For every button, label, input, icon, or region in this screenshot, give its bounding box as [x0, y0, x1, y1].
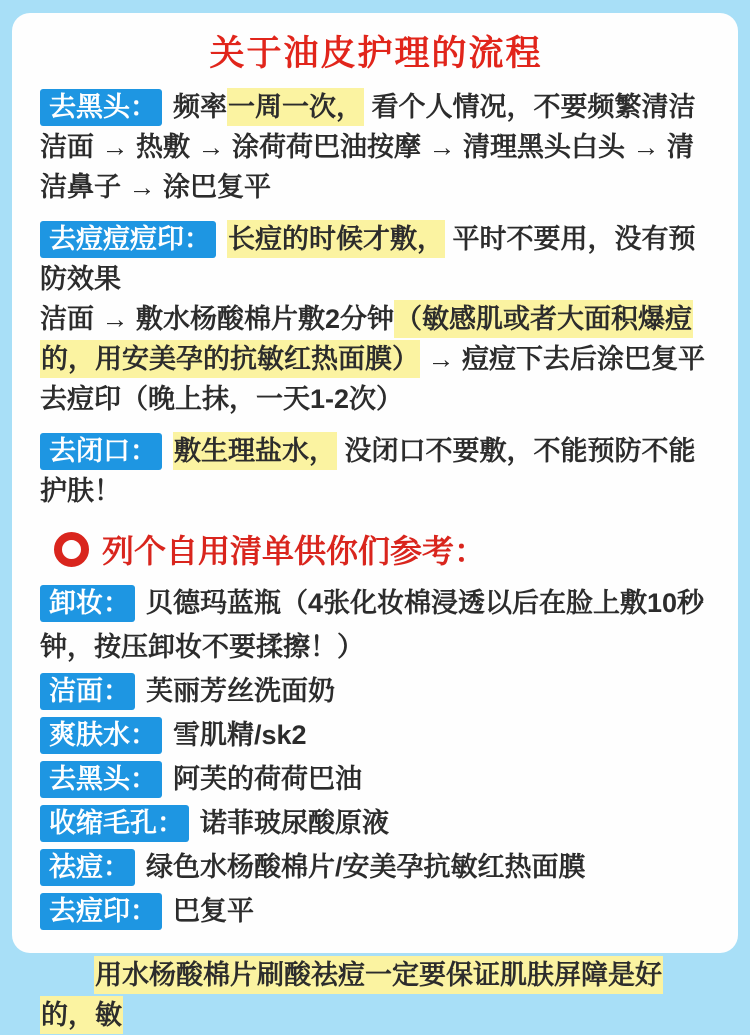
blackhead-lead-line [40, 87, 712, 127]
blackhead-label-badge: 去黑头： [40, 89, 162, 126]
acne-flow-post: → 痘痘下去后涂巴复平去痘印（晚上抹，一天1-2次） [40, 344, 706, 414]
section-closed-comedones [40, 431, 712, 511]
blackhead-text-pre: 频率 [173, 92, 227, 122]
product-list-heading-text: 列个自用清单供你们参考： [102, 533, 487, 569]
closed-comedones-highlight: 敷生理盐水， [173, 432, 337, 470]
item-value: 阿芙的荷荷巴油 [173, 764, 362, 794]
footer-warning-highlight: 用水杨酸棉片刷酸祛痘一定要保证肌肤屏障是好的，敏 [40, 956, 663, 1034]
item-value: 雪肌精/sk2 [173, 720, 307, 750]
list-item [40, 757, 712, 801]
item-value: 诺菲玻尿酸原液 [200, 808, 389, 838]
blackhead-flow-steps: 洁面 → 热敷 → 涂荷荷巴油按摩 → 清理黑头白头 → 清洁鼻子 → 涂巴复平 [40, 132, 695, 202]
item-label-badge: 爽肤水： [40, 717, 162, 754]
red-ring-icon [54, 532, 89, 567]
acne-flow-highlight: （敏感肌或者大面积爆痘的，用安美孕的抗敏红热面膜） [40, 300, 693, 378]
list-item [40, 713, 712, 757]
content-card [12, 13, 738, 1030]
product-list [40, 581, 712, 933]
item-value: 绿色水杨酸棉片/安美孕抗敏红热面膜 [146, 852, 586, 882]
closed-comedones-label-badge: 去闭口： [40, 433, 162, 470]
footer-warning-note [40, 955, 712, 1035]
item-label-badge: 洁面： [40, 673, 135, 710]
acne-lead-line [40, 219, 712, 299]
item-label-badge: 收缩毛孔： [40, 805, 189, 842]
closed-comedones-line [40, 431, 712, 511]
section-blackhead [40, 87, 712, 207]
item-label-badge: 去黑头： [40, 761, 162, 798]
acne-label-badge: 去痘痘痘印： [40, 221, 216, 258]
list-item [40, 669, 712, 713]
list-item [40, 581, 712, 669]
item-value: 巴复平 [173, 896, 254, 926]
item-label-badge: 卸妆： [40, 585, 135, 622]
item-value: 芙丽芳丝洗面奶 [146, 676, 335, 706]
acne-flow-steps [40, 299, 712, 419]
list-item [40, 845, 712, 889]
list-item [40, 801, 712, 845]
acne-text-highlight: 长痘的时候才敷， [227, 220, 445, 258]
section-acne [40, 219, 712, 419]
item-label-badge: 祛痘： [40, 849, 135, 886]
blackhead-text-highlight: 一周一次， [227, 88, 364, 126]
page-title: 关于油皮护理的流程 [209, 34, 543, 73]
item-value: 贝德玛蓝瓶（4张化妆棉浸透以后在脸上敷10秒钟，按压卸妆不要揉擦！） [40, 588, 705, 662]
list-item [40, 889, 712, 933]
acne-flow-pre: 洁面 → 敷水杨酸棉片敷2分钟 [40, 304, 395, 334]
closed-comedones-post: 没闭口不要敷，不能预防不能护肤！ [40, 436, 696, 506]
acne-text-post: 平时不要用，没有预防效果 [40, 224, 696, 294]
blackhead-text-post: 看个人情况，不要频繁清洁 [364, 92, 696, 122]
item-label-badge: 去痘印： [40, 893, 162, 930]
product-list-heading [54, 527, 712, 571]
